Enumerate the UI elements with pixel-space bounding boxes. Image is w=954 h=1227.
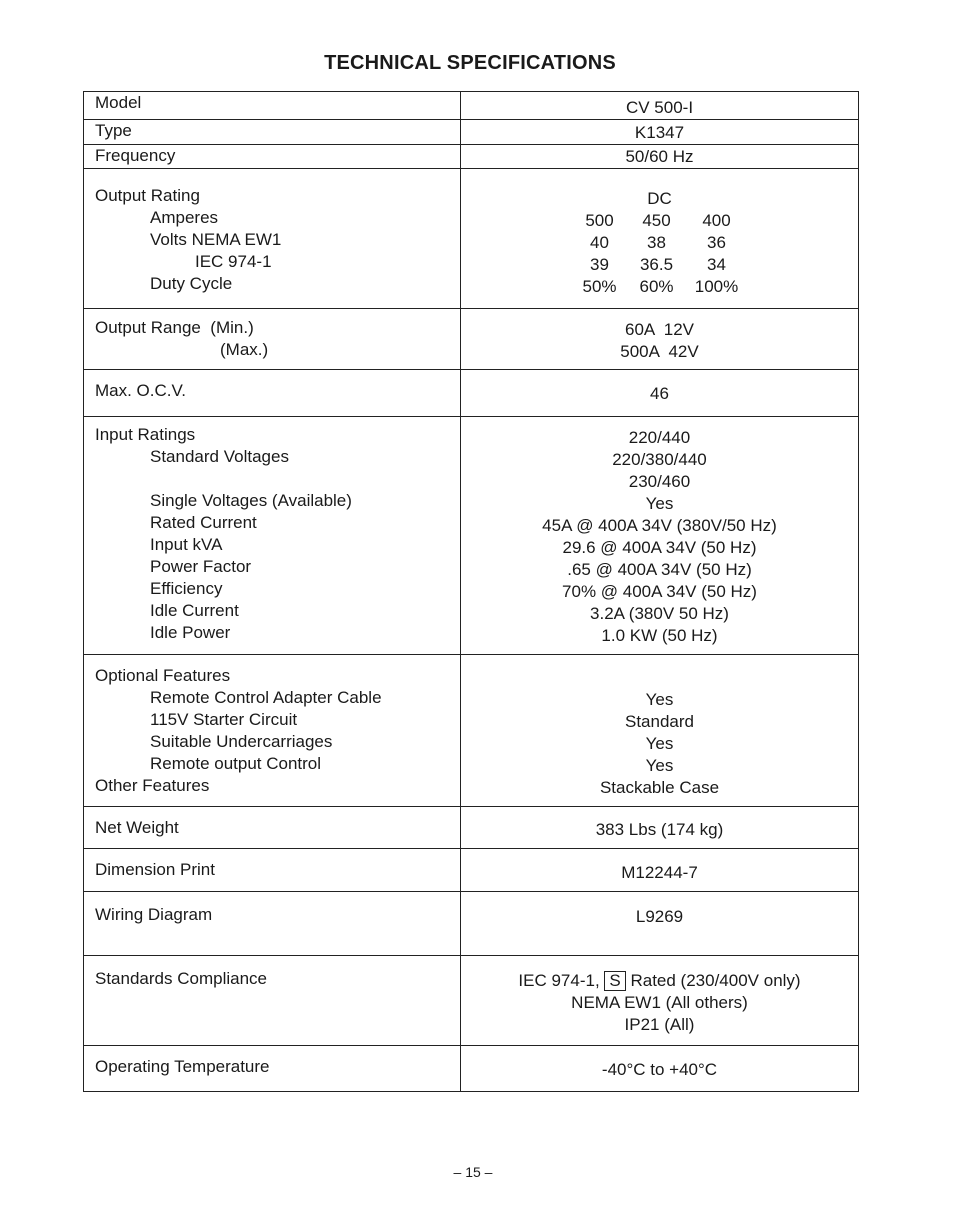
amperes-value: 500 bbox=[585, 211, 614, 230]
input-ratings-label: Input Ratings bbox=[95, 425, 196, 444]
idle-current-value: 3.2A (380V 50 Hz) bbox=[590, 604, 729, 623]
model-label: Model bbox=[95, 93, 142, 112]
label-cell bbox=[84, 1046, 461, 1092]
table-row bbox=[84, 169, 859, 309]
volts-nema-label: Volts NEMA EW1 bbox=[150, 230, 282, 249]
single-voltages-value: Yes bbox=[645, 494, 674, 513]
table-row bbox=[84, 309, 859, 370]
standards-line-3: IP21 (All) bbox=[624, 1015, 695, 1034]
spacer bbox=[95, 468, 460, 490]
volts-nema-value: 38 bbox=[647, 233, 666, 252]
value-cell bbox=[461, 120, 859, 145]
label-cell bbox=[84, 956, 461, 1046]
duty-cycle-label: Duty Cycle bbox=[150, 274, 233, 293]
other-features-value: Stackable Case bbox=[599, 778, 720, 797]
value-cell bbox=[461, 169, 859, 309]
iec-value: 34 bbox=[707, 255, 726, 274]
remote-cable-value: Yes bbox=[645, 690, 674, 709]
iec-value: 39 bbox=[590, 255, 609, 274]
iec-label: IEC 974-1 bbox=[195, 252, 272, 271]
output-range-max: 500A 42V bbox=[620, 342, 699, 361]
type-value: K1347 bbox=[634, 123, 685, 142]
label-cell bbox=[84, 92, 461, 120]
volts-nema-row bbox=[573, 232, 747, 254]
power-factor-value: .65 @ 400A 34V (50 Hz) bbox=[567, 560, 752, 579]
idle-power-value: 1.0 KW (50 Hz) bbox=[601, 626, 718, 645]
volts-nema-value: 36 bbox=[707, 233, 726, 252]
operating-temp-value: -40°C to +40°C bbox=[601, 1060, 718, 1079]
output-rating-grid bbox=[573, 210, 747, 298]
output-range-label: Output Range (Min.) bbox=[95, 318, 254, 337]
table-row bbox=[84, 807, 859, 849]
iec-value: 36.5 bbox=[639, 255, 674, 274]
rated-current-value: 45A @ 400A 34V (380V/50 Hz) bbox=[542, 516, 777, 535]
standards-rated-text: Rated (230/400V only) bbox=[625, 971, 801, 990]
remote-output-label: Remote output Control bbox=[150, 754, 322, 773]
table-row bbox=[84, 655, 859, 807]
other-features-label: Other Features bbox=[95, 776, 210, 795]
page-title: TECHNICAL SPECIFICATIONS bbox=[324, 52, 616, 74]
s-mark-icon: S bbox=[604, 971, 625, 991]
page-number: – 15 – bbox=[453, 1164, 493, 1180]
table-row bbox=[84, 417, 859, 655]
label-cell bbox=[84, 892, 461, 956]
table-row bbox=[84, 956, 859, 1046]
efficiency-value: 70% @ 400A 34V (50 Hz) bbox=[562, 582, 757, 601]
standard-voltages-label: Standard Voltages bbox=[150, 447, 289, 466]
value-cell bbox=[461, 849, 859, 892]
standard-voltage-value: 230/460 bbox=[628, 472, 691, 491]
standards-iec-text: IEC 974-1, bbox=[518, 971, 605, 990]
amperes-value: 450 bbox=[642, 211, 671, 230]
value-cell bbox=[461, 956, 859, 1046]
label-cell bbox=[84, 169, 461, 309]
dimension-print-label: Dimension Print bbox=[95, 860, 215, 879]
label-cell bbox=[84, 120, 461, 145]
model-value: CV 500-I bbox=[625, 98, 694, 117]
net-weight-label: Net Weight bbox=[95, 818, 179, 837]
dimension-print-value: M12244-7 bbox=[621, 863, 698, 882]
frequency-value: 50/60 Hz bbox=[625, 147, 694, 166]
table-row bbox=[84, 120, 859, 145]
standard-voltage-value: 220/380/440 bbox=[612, 450, 707, 469]
standard-voltage-value: 220/440 bbox=[628, 428, 691, 447]
table-row bbox=[84, 1046, 859, 1092]
value-cell bbox=[461, 309, 859, 370]
output-dc-header: DC bbox=[647, 189, 672, 208]
remote-output-value: Yes bbox=[645, 756, 674, 775]
frequency-label: Frequency bbox=[95, 146, 176, 165]
iec-row bbox=[573, 254, 747, 276]
idle-current-label: Idle Current bbox=[150, 601, 239, 620]
efficiency-label: Efficiency bbox=[150, 579, 223, 598]
input-kva-label: Input kVA bbox=[150, 535, 223, 554]
label-cell bbox=[84, 309, 461, 370]
duty-row bbox=[573, 276, 747, 298]
value-cell bbox=[461, 655, 859, 807]
label-cell bbox=[84, 849, 461, 892]
power-factor-label: Power Factor bbox=[150, 557, 252, 576]
operating-temp-label: Operating Temperature bbox=[95, 1057, 270, 1076]
amperes-label: Amperes bbox=[150, 208, 219, 227]
rated-current-label: Rated Current bbox=[150, 513, 257, 532]
starter-circuit-label: 115V Starter Circuit bbox=[150, 710, 298, 729]
output-rating-label: Output Rating bbox=[95, 186, 200, 205]
value-cell bbox=[461, 417, 859, 655]
max-ocv-value: 46 bbox=[650, 384, 669, 403]
net-weight-value: 383 Lbs (174 kg) bbox=[595, 820, 724, 839]
label-cell bbox=[84, 145, 461, 169]
remote-cable-label: Remote Control Adapter Cable bbox=[150, 688, 382, 707]
label-cell bbox=[84, 807, 461, 849]
standards-label: Standards Compliance bbox=[95, 969, 267, 988]
input-kva-value: 29.6 @ 400A 34V (50 Hz) bbox=[562, 538, 757, 557]
type-label: Type bbox=[95, 121, 132, 140]
idle-power-label: Idle Power bbox=[150, 623, 231, 642]
value-cell bbox=[461, 92, 859, 120]
label-cell bbox=[84, 655, 461, 807]
undercarriages-value: Yes bbox=[645, 734, 674, 753]
label-cell bbox=[84, 370, 461, 417]
undercarriages-label: Suitable Undercarriages bbox=[150, 732, 333, 751]
optional-features-label: Optional Features bbox=[95, 666, 231, 685]
value-cell bbox=[461, 1046, 859, 1092]
wiring-diagram-label: Wiring Diagram bbox=[95, 905, 213, 924]
starter-circuit-value: Standard bbox=[625, 712, 694, 731]
duty-value: 50% bbox=[582, 277, 617, 296]
table-row bbox=[84, 92, 859, 120]
table-row bbox=[84, 892, 859, 956]
label-cell bbox=[84, 417, 461, 655]
value-cell bbox=[461, 370, 859, 417]
max-ocv-label: Max. O.C.V. bbox=[95, 381, 187, 400]
output-range-min: 60A 12V bbox=[624, 320, 694, 339]
value-cell bbox=[461, 892, 859, 956]
duty-value: 100% bbox=[694, 277, 739, 296]
volts-nema-value: 40 bbox=[590, 233, 609, 252]
table-row bbox=[84, 370, 859, 417]
amperes-row bbox=[573, 210, 747, 232]
single-voltages-label: Single Voltages (Available) bbox=[150, 491, 352, 510]
output-range-max-label: (Max.) bbox=[220, 340, 269, 359]
table-row bbox=[84, 849, 859, 892]
value-cell bbox=[461, 807, 859, 849]
wiring-diagram-value: L9269 bbox=[635, 907, 684, 926]
standards-line-2: NEMA EW1 (All others) bbox=[571, 993, 748, 1012]
table-row bbox=[84, 145, 859, 169]
duty-value: 60% bbox=[639, 277, 674, 296]
value-cell bbox=[461, 145, 859, 169]
amperes-value: 400 bbox=[702, 211, 731, 230]
standards-line-1 bbox=[461, 970, 858, 992]
spec-table bbox=[83, 91, 859, 1092]
